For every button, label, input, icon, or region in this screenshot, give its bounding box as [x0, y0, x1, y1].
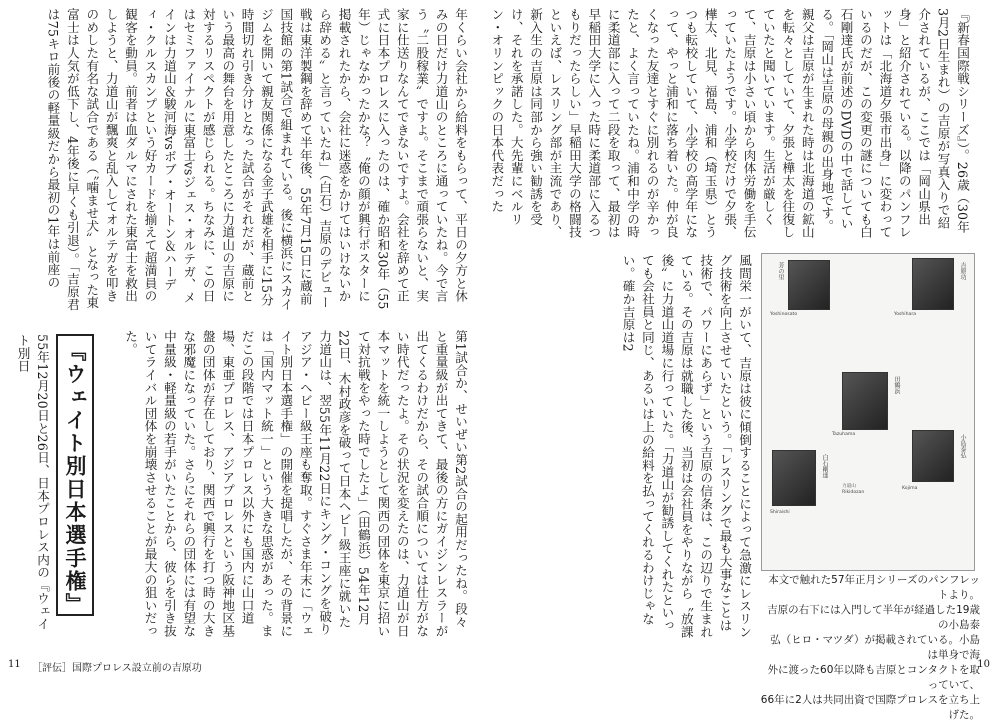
right-page-number: 10 [977, 659, 990, 670]
photo-name: 芳の里 [777, 262, 784, 280]
photo-caption: 力道山 Rikidozan [842, 484, 865, 495]
photo-caption: Yoshihara [894, 312, 917, 317]
left-page [0, 0, 500, 675]
wrestler-photo [772, 450, 816, 506]
right-upper-column: 『新春国際戦シリーズ』）。26歳（30年3月2日生まれ）の吉原が写真入りで紹介されているが、ここでは「岡山県出身」と紹介されている。以降のパンフレットは「北海道夕張市出身」に変わっているのだが、この変更の謎についても白石剛達氏が前述のDVDの中で話している。「岡山は吉原の母親の出身地です。親父は吉原が生まれた時は北海道の鉱山を転々としていて、夕張と樺太を往復していたと聞いています。生活が厳しくて、吉原は小さい頃から肉体労働を手伝っていたようです。小学校だけで夕張、樺太、北見、福島、浦和（埼玉県）とうつも転校していて、小学校の高学年になって、やっと浦和に落ち着いた。仲が良くなった友達とすぐに別れるのが辛かったと、よく言っていたね。浦和中学の時に柔道部に入って二段を取って、最初は早稲田大学に入った時に柔道部に入るつもりだったらしい」早稲田大学の格闘技といえば、レスリング部が主流であり、新入生の吉原は同部から強い勧誘を受け、それを承諾した。大先輩にベルリン・オリンピックの日本代表だった [489, 8, 970, 239]
left-lower-column-b: 55年12月20日と26日、日本プロレス内の『ウェイト別日 [15, 334, 50, 631]
pamphlet-image [761, 253, 975, 571]
wrestler-photo [912, 430, 954, 482]
right-lower-column: 風間栄一がいて、吉原は彼に傾倒することによって急激にレスリング技術を向上させていたという。「レスリングで最も大事なことは技術で、パワーにあらず」という吉原の信条は、この辺りで生まれている。その吉原は就職した後、当初は会社員をやりながら〝放課後〟に力道山道場に行っていた。「力道山が勧誘してくれたといっても会社員と同じ、あるいは上の給料を払ってくれるわけじゃない。確か吉原は2 [620, 254, 752, 638]
wrestler-photo [912, 258, 954, 310]
photo-caption: Kojima [902, 486, 918, 491]
photo-name: 田鶴浜 [893, 376, 900, 394]
running-title: ［評伝］国際プロレス設立前の吉原功 [32, 663, 202, 674]
left-lower-column-a: 第1試合か、せいぜい第2試合の起用だったね。段々と重量級が出てきて、最後の方にガイジンレスラーが出てくるわけだから、その試合順については仕方がない時代だったよ。その状況を変えたのは、力道山が日本マットを統一しようとして関西の団体を東京に招いて対抗戦をやった時でしたよ」（田鶴浜）54年12月22日、木村政彦を破って日本ヘビー級王座に就いた力道山は、翌55年11月22日にキング・コングを破りアジア・ヘビー級王座も奪取。すぐさま年末に「ウェイト別日本選手権」の開催を提唱したが、その背景には「国内マット統一」という大きな思惑があった。まだこの段階では日本プロレス以外にも国内に山口道場、東亜プロレス、アジアプロレスという阪神地区基盤の団体が存在しており、関西で興行を打つ時の大きな邪魔になっていた。さらにそれらの団体には有望な中量級・軽量級の若手がいたことから、彼らを引き抜いてライバル団体を崩壊させることが最大の狙いだった。 [123, 330, 468, 638]
wrestler-photo [788, 260, 830, 310]
photo-caption: Yoshinosato [770, 312, 798, 317]
photo-name: 小島泰弘 [959, 434, 966, 458]
photo-caption: Tazuhama [832, 432, 856, 437]
photo-name: 吉原功 [959, 262, 966, 280]
photo-name: 白石剛達 [821, 454, 828, 478]
figure-caption: 本文で触れた57年正月シリーズのパンフレットより。 吉原の右下には入門して半年が経過した19歳の小島泰 弘（ヒロ・マツダ）が掲載されている。小島は単身で海 外に渡った60年以降も吉原とコンタクトを取っていて、 66年に2人は共同出資で国際プロレスを立ち上げた。 [760, 574, 980, 721]
section-heading: 『ウェイト別日本選手権』 [56, 334, 94, 616]
left-page-number: 11 [8, 659, 21, 670]
wrestler-photo [842, 372, 888, 430]
photo-caption: Shiraishi [770, 510, 790, 515]
left-upper-column: 年くらい会社から給料をもらって、平日の夕方と休みの日だけ力道山のところに通っていたね。今で言う〝二股稼業〟ですよ。そこまで頑張らないと、実家に仕送りなんてできないですよ。会社を辞めて正式に日本プロレスに入ったのは、確か昭和30年（55年）じゃなかったかな？〝俺の顔が興行ポスターに掲載されたから、会社に迷惑をかけてはいけないから辞める〟と言っていたね」（白石）吉原のデビュー戦は東洋製鋼を辞めて半年後、55年7月15日に蔵前国技館の第1試合で組まれている。後に横浜にスカイジムを開いて親友関係になる金子武雄を相手に15分時間切れ引き分けとなった試合がそれだが、蔵前という最高の舞台を用意したところに力道山の吉原に対するリスペクトが感じられる。ちなみに、この日はセミファイナルに東富士vsジェス・オルテガ、メインは力道山＆駿河海vsボブ・オートン＆ハーディ・クルスカンプという好カードを揃えて超満員の観客を動員。前者は血ダルマにされた東富士を救出しようと、力道山が飄爽と乱入してオルテガを叩きのめした有名な試合である（〝噛ませ犬〟となった東富士は人気が低下し、4年後に早くも引退）。「吉原君は75キロ前後の軽量級だから最初の1年は前座の [45, 8, 468, 311]
